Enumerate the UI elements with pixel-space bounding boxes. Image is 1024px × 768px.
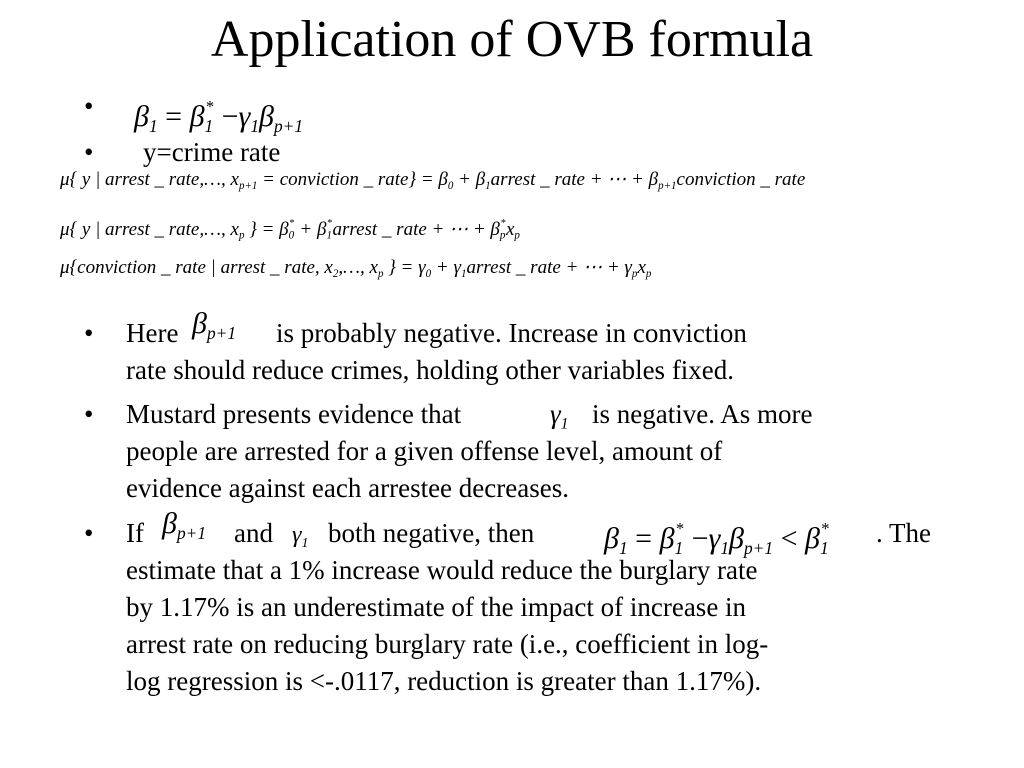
bullet-crime-rate: y=crime rate xyxy=(143,137,281,167)
beta-p1-symbol: $\beta_{p+1}$ xyxy=(192,307,237,344)
bullet-if-line5: log regression is <-.0117, reduction is greater than 1.17%). xyxy=(126,666,762,696)
slide-title: Application of OVB formula xyxy=(210,11,814,68)
bullet-mustard-line2: people are arrested for a given offense level, amount of xyxy=(126,436,723,466)
bullet-if-end: . The xyxy=(876,518,931,548)
ovb-formula: $\beta_1 = \beta_1^* -\gamma_1\beta_{p+1}$ xyxy=(134,97,304,137)
equation-auxiliary-model: μ{conviction _ rate | arrest _ rate, $x_2,\dots$, $x_p$ } = $\gamma_0$ + $\gamma_1arrest$ _ rate + ⋯ + $\gamma_px_p$ xyxy=(60,257,652,280)
bullet-mustard-line3: evidence against each arrestee decreases. xyxy=(126,473,569,503)
bullet-marker: • xyxy=(84,318,94,348)
bullet-mustard-text: is negative. As more xyxy=(592,399,813,429)
bullet-if-lead: If xyxy=(126,518,144,548)
equation-reduced-model: μ{ y | arrest _ rate,…, $x_p$ } = $\beta_0^*$ + $\beta_1^*arrest$ _ rate + ⋯ + $\beta_p^*x_p$ xyxy=(60,218,520,242)
bullet-if-line2: estimate that a 1% increase would reduce the burglary rate xyxy=(126,555,758,585)
bullet-marker: • xyxy=(84,137,94,167)
bullet-if-and: and xyxy=(234,518,273,548)
bullet-marker: • xyxy=(84,91,94,121)
bullet-here-text: is probably negative. Increase in conviction xyxy=(276,318,747,348)
bullet-if-line3: by 1.17% is an underestimate of the impact of increase in xyxy=(126,592,747,622)
beta-p1-symbol: $\beta_{p+1}$ xyxy=(162,507,207,544)
equation-full-model: μ{ y | arrest _ rate,…, $x_{p+1}$ = conviction _ rate} = $\beta_0$ + $\beta_1arrest$ _ rate + ⋯ + $\beta_{p+1}conviction$ _ rate xyxy=(60,169,806,192)
bullet-marker: • xyxy=(84,518,94,548)
gamma-1-symbol: $\gamma_1$ xyxy=(550,399,569,433)
inequality-formula: $\beta_1 = \beta_1^* -\gamma_1\beta_{p+1} < \beta_1^*$ xyxy=(604,519,830,559)
bullet-if-line4: arrest rate on reducing burglary rate (i.e., coefficient in log- xyxy=(126,629,769,659)
bullet-here-lead: Here xyxy=(126,318,179,348)
bullet-here-line2: rate should reduce crimes, holding other variables fixed. xyxy=(126,355,735,385)
bullet-marker: • xyxy=(84,399,94,429)
bullet-mustard-lead: Mustard presents evidence that xyxy=(126,399,462,429)
gamma-1-symbol: $\gamma_1$ xyxy=(292,522,309,551)
bullet-if-both: both negative, then xyxy=(328,518,535,548)
